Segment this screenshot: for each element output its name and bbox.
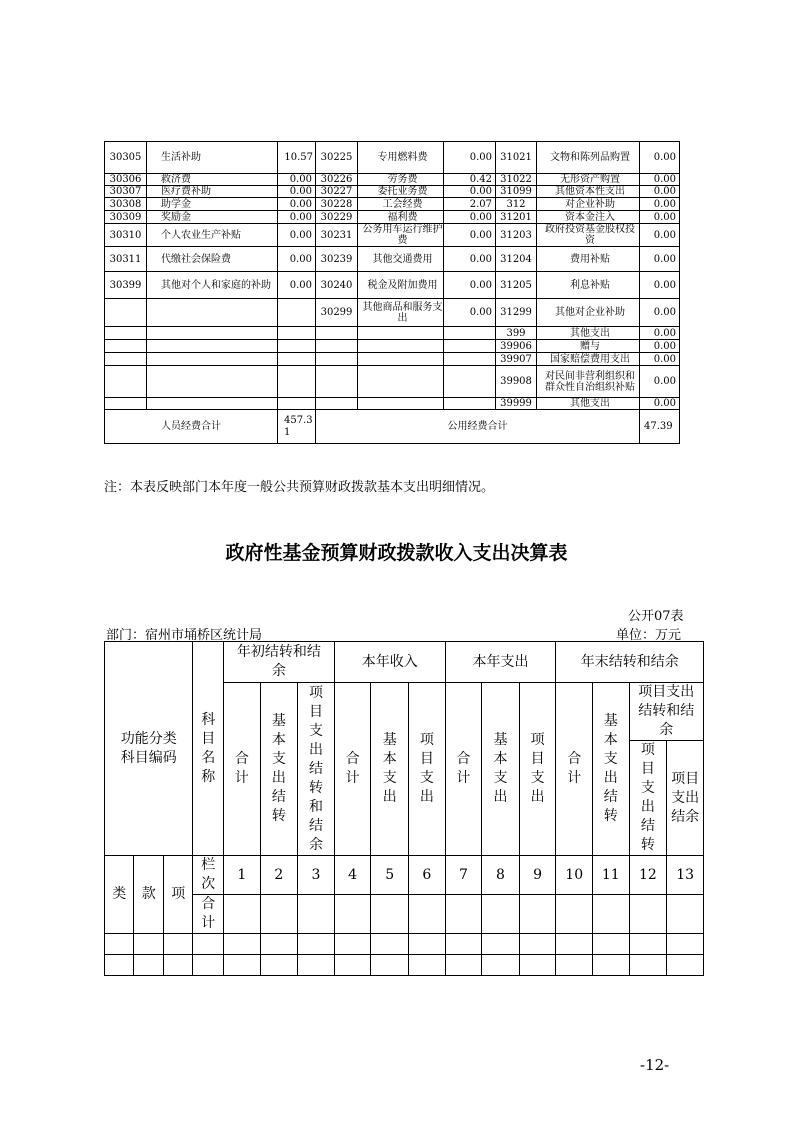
cell-amount [444, 327, 496, 340]
empty-cell [334, 934, 371, 955]
col-num-3: 3 [298, 856, 335, 895]
cell-code: 30227 [316, 186, 358, 198]
cell-amount: 0.00 [278, 211, 316, 224]
empty-cell [105, 955, 134, 976]
empty-cell [556, 934, 593, 955]
cell-code [105, 366, 147, 398]
col-total-3: 合计 [445, 683, 482, 856]
cell-name [147, 340, 278, 353]
cell-code: 30309 [105, 211, 147, 224]
cell-name: 费用补贴 [537, 247, 640, 272]
cell-code: 31201 [496, 211, 537, 224]
cell-code: 39999 [496, 398, 537, 410]
empty-cell [371, 955, 409, 976]
closing-balance-header: 年末结转和结余 [556, 642, 704, 683]
empty-cell [667, 955, 704, 976]
table-row [105, 340, 680, 353]
item-label: 项 [163, 856, 193, 934]
cell-name: 无形资产购置 [537, 174, 640, 186]
cell-name [358, 340, 444, 353]
empty-cell [260, 934, 298, 955]
cell-code: 399 [496, 327, 537, 340]
cell-code: 31204 [496, 247, 537, 272]
empty-cell [223, 934, 260, 955]
category-label: 类 [105, 856, 134, 934]
col-total-4: 合计 [556, 683, 593, 856]
empty-cell [334, 955, 371, 976]
cell-name: 其他商品和服务支出 [358, 299, 444, 327]
cell-amount: 10.57 [278, 142, 316, 174]
empty-cell [409, 934, 446, 955]
empty-cell [223, 955, 260, 976]
total-cell [371, 895, 409, 934]
cell-name: 对民间非营利组织和群众性自治组织补贴 [537, 366, 640, 398]
col-num-8: 8 [482, 856, 520, 895]
cell-name: 生活补助 [147, 142, 278, 174]
totals-row [105, 410, 680, 444]
department-label: 部门：宿州市埇桥区统计局 [106, 628, 263, 643]
col-basic-carry-4: 基本支出结转 [593, 683, 630, 856]
cell-code: 30311 [105, 247, 147, 272]
cell-code: 30399 [105, 272, 147, 299]
total-cell [667, 895, 704, 934]
expense-header: 本年支出 [445, 642, 556, 683]
cell-code: 31021 [496, 142, 537, 174]
total-cell [260, 895, 298, 934]
cell-code: 31299 [496, 299, 537, 327]
cell-code [316, 366, 358, 398]
personnel-total-label: 人员经费合计 [105, 410, 278, 444]
empty-cell [556, 955, 593, 976]
cell-code: 39906 [496, 340, 537, 353]
cell-code: 31205 [496, 272, 537, 299]
cell-name [358, 353, 444, 366]
cell-name: 国家赔偿费用支出 [537, 353, 640, 366]
cell-amount: 0.00 [278, 224, 316, 247]
table-row [105, 327, 680, 340]
table-row [105, 299, 680, 327]
col-num-6: 6 [409, 856, 446, 895]
table-note: 注：本表反映部门本年度一般公共预算财政拨款基本支出明细情况。 [104, 480, 495, 495]
project-carry-balance-header: 项目支出结转和结余 [629, 683, 703, 741]
cell-amount: 0.00 [444, 299, 496, 327]
cell-amount: 0.00 [640, 186, 680, 198]
empty-cell [629, 934, 667, 955]
cell-amount: 0.00 [444, 224, 496, 247]
total-cell [223, 895, 260, 934]
col-num-5: 5 [371, 856, 409, 895]
cell-code: 30229 [316, 211, 358, 224]
function-code-header: 功能分类科目编码 [105, 642, 193, 856]
cell-amount: 0.00 [444, 247, 496, 272]
cell-amount: 0.00 [640, 174, 680, 186]
cell-name: 委托业务费 [358, 186, 444, 198]
empty-cell [134, 934, 163, 955]
table-row [105, 366, 680, 398]
subject-name-header: 科目名称 [193, 642, 224, 856]
empty-cell [445, 955, 482, 976]
cell-amount: 0.00 [640, 198, 680, 211]
cell-name [147, 299, 278, 327]
cell-name [358, 327, 444, 340]
cell-name [147, 327, 278, 340]
total-cell [556, 895, 593, 934]
table-row [105, 211, 680, 224]
table-row [105, 142, 680, 174]
col-project-exp-2: 项目支出 [409, 683, 446, 856]
empty-cell [193, 955, 224, 976]
cell-code: 30305 [105, 142, 147, 174]
cell-amount [278, 299, 316, 327]
col-num-7: 7 [445, 856, 482, 895]
col-basic-exp-3: 基本支出 [482, 683, 520, 856]
page-title: 政府性基金预算财政拨款收入支出决算表 [225, 542, 568, 564]
cell-name [147, 398, 278, 410]
cell-name: 对企业补助 [537, 198, 640, 211]
cell-amount: 0.00 [640, 247, 680, 272]
empty-cell [667, 934, 704, 955]
empty-cell [409, 955, 446, 976]
cell-amount [278, 398, 316, 410]
cell-code [105, 398, 147, 410]
cell-code: 30307 [105, 186, 147, 198]
cell-amount: 0.00 [278, 272, 316, 299]
cell-name: 劳务费 [358, 174, 444, 186]
cell-name: 其他资本性支出 [537, 186, 640, 198]
cell-code: 30310 [105, 224, 147, 247]
personnel-total-value: 457.31 [278, 410, 316, 444]
cell-name: 医疗费补助 [147, 186, 278, 198]
cell-name: 工会经费 [358, 198, 444, 211]
cell-name: 专用燃料费 [358, 142, 444, 174]
table-row [105, 186, 680, 198]
cell-code: 30308 [105, 198, 147, 211]
cell-amount: 0.00 [640, 299, 680, 327]
table-row [105, 198, 680, 211]
cell-name: 助学金 [147, 198, 278, 211]
cell-code: 31022 [496, 174, 537, 186]
cell-code: 31203 [496, 224, 537, 247]
col-project-carry-bal-1: 项目支出结转和结余 [298, 683, 335, 856]
cell-code [316, 353, 358, 366]
col-num-13: 13 [667, 856, 704, 895]
col-num-2: 2 [260, 856, 298, 895]
table-row [105, 224, 680, 247]
public-total-label: 公用经费合计 [316, 410, 640, 444]
cell-name [358, 366, 444, 398]
cell-amount: 0.00 [640, 211, 680, 224]
opening-balance-header: 年初结转和结余 [223, 642, 334, 683]
section-label: 款 [134, 856, 163, 934]
cell-amount: 0.00 [444, 211, 496, 224]
total-cell [445, 895, 482, 934]
cell-amount [278, 366, 316, 398]
col-project-carry-4: 项目支出结转 [629, 741, 667, 856]
empty-cell [193, 934, 224, 955]
cell-name: 其他对企业补助 [537, 299, 640, 327]
total-cell [409, 895, 446, 934]
empty-cell [134, 955, 163, 976]
cell-name: 代缴社会保险费 [147, 247, 278, 272]
public-total-value: 47.39 [640, 410, 680, 444]
cell-code [316, 398, 358, 410]
cell-amount: 0.00 [640, 327, 680, 340]
cell-name: 公务用车运行维护费 [358, 224, 444, 247]
cell-name: 个人农业生产补贴 [147, 224, 278, 247]
cell-amount: 0.00 [444, 142, 496, 174]
cell-code [105, 299, 147, 327]
empty-cell [519, 934, 556, 955]
cell-name: 救济费 [147, 174, 278, 186]
cell-amount: 0.42 [444, 174, 496, 186]
col-num-1: 1 [223, 856, 260, 895]
col-basic-carry-1: 基本支出结转 [260, 683, 298, 856]
cell-code: 30225 [316, 142, 358, 174]
cell-name: 税金及附加费用 [358, 272, 444, 299]
cell-amount: 0.00 [444, 272, 496, 299]
cell-code: 31099 [496, 186, 537, 198]
empty-cell [445, 934, 482, 955]
cell-amount: 0.00 [278, 247, 316, 272]
cell-name: 其他对个人和家庭的补助 [147, 272, 278, 299]
cell-amount [444, 340, 496, 353]
cell-amount: 0.00 [278, 198, 316, 211]
cell-amount [278, 353, 316, 366]
cell-amount: 0.00 [444, 186, 496, 198]
cell-amount: 0.00 [640, 398, 680, 410]
cell-code: 39908 [496, 366, 537, 398]
cell-name: 其他支出 [537, 327, 640, 340]
cell-name: 其他交通费用 [358, 247, 444, 272]
table-number: 公开07表 [628, 609, 684, 624]
cell-amount: 0.00 [640, 340, 680, 353]
col-basic-exp-2: 基本支出 [371, 683, 409, 856]
cell-code: 30228 [316, 198, 358, 211]
cell-name: 福利费 [358, 211, 444, 224]
col-num-10: 10 [556, 856, 593, 895]
cell-code [105, 340, 147, 353]
cell-code [105, 327, 147, 340]
cell-amount: 0.00 [640, 353, 680, 366]
total-cell [629, 895, 667, 934]
empty-cell [593, 934, 630, 955]
cell-name: 赠与 [537, 340, 640, 353]
cell-amount [278, 327, 316, 340]
cell-amount: 2.07 [444, 198, 496, 211]
cell-amount [278, 340, 316, 353]
cell-name: 文物和陈列品购置 [537, 142, 640, 174]
col-total-1: 合计 [223, 683, 260, 856]
cell-amount [444, 366, 496, 398]
table-row [105, 247, 680, 272]
column-number-label: 栏次 [193, 856, 224, 895]
cell-amount: 0.00 [278, 186, 316, 198]
cell-amount: 0.00 [640, 366, 680, 398]
empty-cell [260, 955, 298, 976]
empty-cell [298, 934, 335, 955]
table-row [105, 353, 680, 366]
total-row-label: 合计 [193, 895, 224, 934]
cell-amount: 0.00 [278, 174, 316, 186]
total-cell [298, 895, 335, 934]
empty-cell [105, 934, 134, 955]
cell-code: 30240 [316, 272, 358, 299]
cell-amount: 0.00 [640, 224, 680, 247]
expense-detail-table [104, 141, 680, 444]
col-num-9: 9 [519, 856, 556, 895]
cell-code: 30226 [316, 174, 358, 186]
cell-code: 30231 [316, 224, 358, 247]
empty-cell [519, 955, 556, 976]
total-cell [519, 895, 556, 934]
empty-cell [629, 955, 667, 976]
cell-name: 其他支出 [537, 398, 640, 410]
cell-name [147, 366, 278, 398]
empty-cell [298, 955, 335, 976]
table-row [105, 398, 680, 410]
cell-code: 30299 [316, 299, 358, 327]
empty-cell [163, 955, 193, 976]
total-cell [334, 895, 371, 934]
empty-cell [482, 955, 520, 976]
col-num-12: 12 [629, 856, 667, 895]
cell-code [316, 327, 358, 340]
income-header: 本年收入 [334, 642, 445, 683]
total-cell [593, 895, 630, 934]
empty-cell [482, 934, 520, 955]
total-cell [482, 895, 520, 934]
fund-budget-table [104, 641, 704, 976]
col-total-2: 合计 [334, 683, 371, 856]
cell-amount: 0.00 [640, 272, 680, 299]
cell-name: 利息补贴 [537, 272, 640, 299]
unit-label: 单位：万元 [616, 628, 682, 643]
cell-code: 312 [496, 198, 537, 211]
cell-name [147, 353, 278, 366]
cell-name: 资本金注入 [537, 211, 640, 224]
cell-code [316, 340, 358, 353]
cell-code: 30306 [105, 174, 147, 186]
cell-amount [444, 353, 496, 366]
col-project-exp-3: 项目支出 [519, 683, 556, 856]
empty-cell [371, 934, 409, 955]
col-num-4: 4 [334, 856, 371, 895]
col-num-11: 11 [593, 856, 630, 895]
cell-code [105, 353, 147, 366]
cell-name: 奖励金 [147, 211, 278, 224]
cell-code: 30239 [316, 247, 358, 272]
empty-cell [593, 955, 630, 976]
table-row [105, 272, 680, 299]
cell-amount [444, 398, 496, 410]
cell-name [358, 398, 444, 410]
cell-code: 39907 [496, 353, 537, 366]
page-number: -12- [640, 1056, 670, 1074]
table-row [105, 174, 680, 186]
col-project-bal-4: 项目支出结余 [667, 741, 704, 856]
empty-cell [163, 934, 193, 955]
cell-amount: 0.00 [640, 142, 680, 174]
cell-name: 政府投资基金股权投资 [537, 224, 640, 247]
